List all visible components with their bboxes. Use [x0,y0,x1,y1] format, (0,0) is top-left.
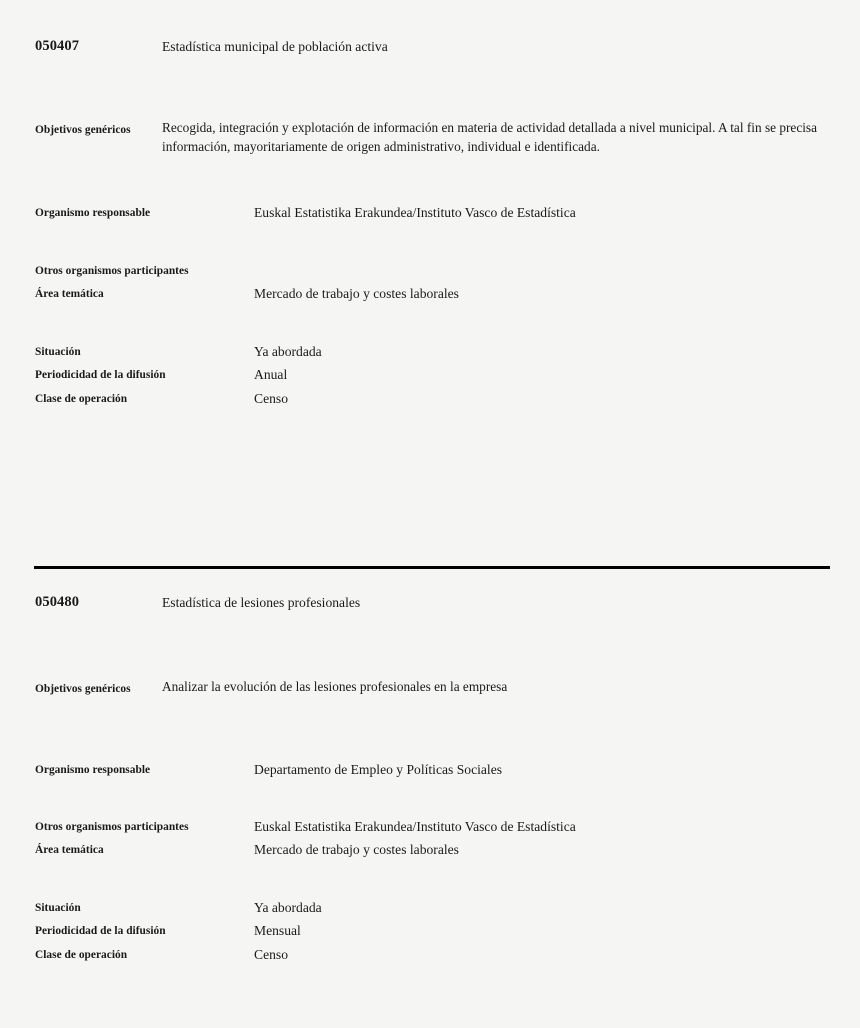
field-value: Censo [254,391,288,406]
field-label: Clase de operación [35,949,128,961]
field-value: Analizar la evolución de las lesiones profesionales en la empresa [162,679,508,694]
field-label: Organismo responsable [35,764,151,776]
field-value: Euskal Estatistika Erakundea/Instituto Vasco de Estadística [254,205,576,220]
field-label: Situación [35,902,81,914]
field-value: Euskal Estatistika Erakundea/Instituto Vasco de Estadística [254,819,576,834]
field-value: Departamento de Empleo y Políticas Sociales [254,762,503,777]
field-value: Recogida, integración y explotación de información en materia de actividad detallada a nivel municipal. A tal fin se precisa información, mayoritariamente de origen administrativo, individual e identificada. [162,120,817,154]
record-header [0,592,860,614]
record-code: 050480 [35,594,80,610]
field-value: Mercado de trabajo y costes laborales [254,286,459,301]
field-value: Mensual [254,923,301,938]
field-label: Otros organismos participantes [35,821,189,833]
field-label: Periodicidad de la difusión [35,369,166,381]
record-title: Estadística de lesiones profesionales [162,595,361,610]
record-title: Estadística municipal de población activa [162,39,388,54]
field-label: Objetivos genéricos [35,683,131,695]
field-label: Periodicidad de la difusión [35,925,166,937]
field-value: Mercado de trabajo y costes laborales [254,842,459,857]
record-code: 050407 [35,38,80,54]
field-label: Situación [35,346,81,358]
field-value: Ya abordada [254,900,322,915]
field-value: Anual [254,367,288,382]
field-value: Censo [254,947,288,962]
field-label: Objetivos genéricos [35,124,131,136]
field-label: Clase de operación [35,393,128,405]
record-separator-rule [34,566,830,569]
field-label: Área temática [35,288,104,300]
field-label: Otros organismos participantes [35,265,189,277]
field-value: Ya abordada [254,344,322,359]
field-label: Organismo responsable [35,207,151,219]
record-header [0,36,860,58]
field-label: Área temática [35,844,104,856]
